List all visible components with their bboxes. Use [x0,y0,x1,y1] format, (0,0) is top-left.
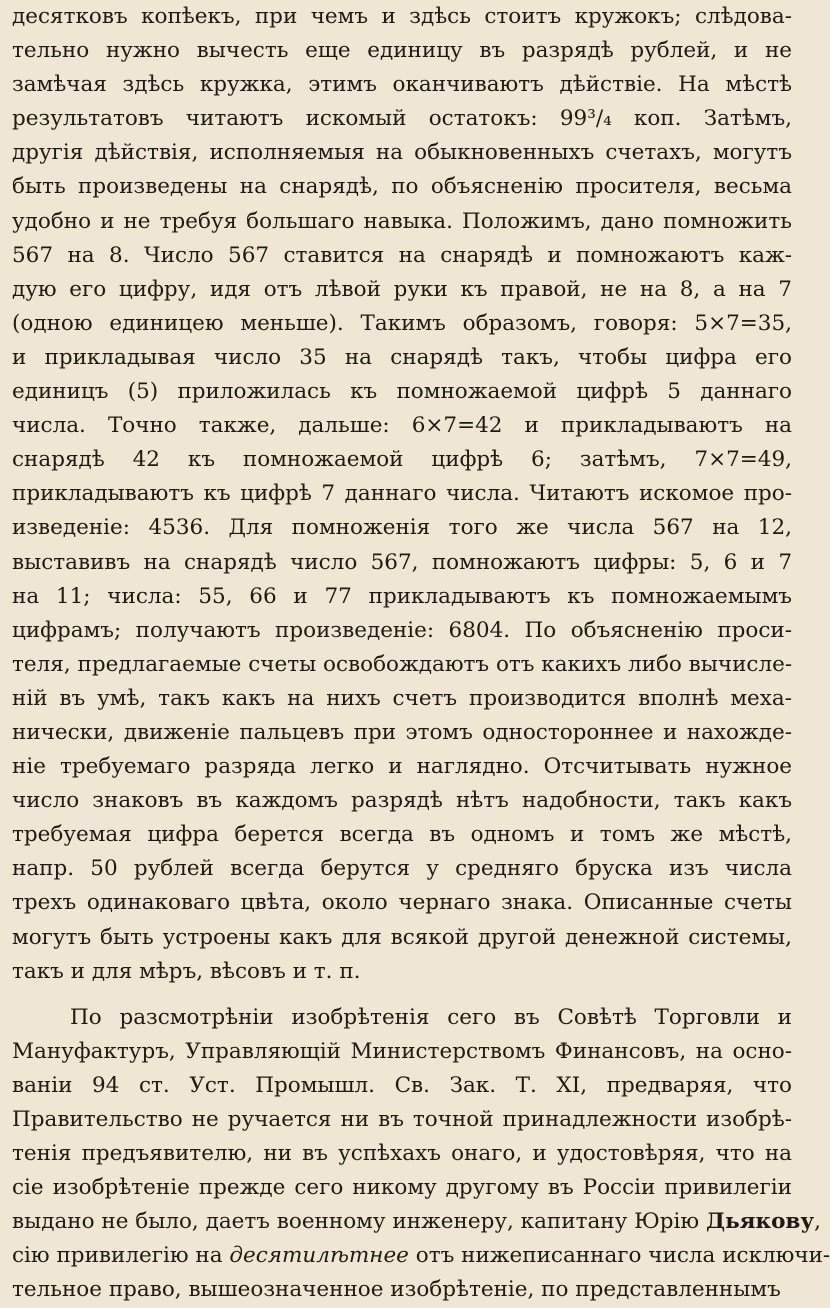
text-segment: нически, движеніе пальцевъ при этомъ одностороннее и нахожде- [12,719,792,745]
text-segment: такъ и для мѣръ, вѣсовъ и т. п. [12,958,361,984]
text-line [12,307,792,341]
text-line [12,409,792,443]
text-segment: удобно и не требуя большаго навыка. Положимъ, дано помножить [12,208,792,234]
text-line [12,477,792,511]
text-segment: и прикладывая число 35 на снарядѣ такъ, чтобы цифра его [12,344,792,370]
text-line [12,1103,792,1137]
text-segment: По разсмотрѣніи изобрѣтенія сего въ Совѣтѣ Торговли и [70,1004,792,1030]
text-segment: теля, предлагаемые счеты освобождаютъ отъ какихъ либо вычисле- [12,651,793,677]
text-line [12,1035,792,1069]
text-line [12,852,792,886]
text-segment: требуемая цифра берется всегда въ одномъ и томъ же мѣстѣ, [12,822,792,848]
text-segment: ніе требуемаго разряда легко и наглядно. Отсчитывать нужное [12,754,792,780]
text-line [12,68,792,102]
text-line [12,1069,792,1103]
text-line [12,818,792,852]
text-line [12,1001,792,1035]
text-segment: цифрамъ; получаютъ произведеніе: 6804. По объясненію проси- [12,617,792,643]
text-segment: снарядѣ 42 къ помножаемой цифрѣ 6; затѣмъ, 7×7=49, [12,447,792,473]
text-segment: число знаковъ въ каждомъ разрядѣ нѣтъ надобности, такъ какъ [12,788,792,814]
text-line [12,34,792,68]
text-segment: Правительство не ручается ни въ точной принадлежности изобрѣ- [12,1107,792,1132]
text-segment: отъ нижеписаннаго числа исключи- [408,1243,830,1269]
text-line [12,648,792,682]
text-segment: быть произведены на снарядѣ, по объясненію просителя, весьма [12,174,792,200]
text-line [12,546,792,580]
text-line [12,1137,792,1171]
text-segment: числа. Точно также, дальше: 6×7=42 и прикладываютъ на [12,413,792,439]
text-segment: десятковъ копѣекъ, при чемъ и здѣсь стоитъ кружокъ; слѣдова- [12,4,792,29]
text-segment: изведеніе: 4536. Для помноженія того же числа 567 на 12, [12,515,792,541]
text-segment: прикладываютъ къ цифрѣ 7 даннаго числа. Читаютъ искомое про- [12,481,792,507]
text-segment: тельно нужно вычесть еще единицу въ разрядѣ рублей, и не [12,38,792,64]
text-segment: выставивъ на снарядѣ число 567, помножаютъ цифры: 5, 6 и 7 [12,549,792,575]
text-segment: напр. 50 рублей всегда берутся у средняго бруска изъ числа [12,856,792,882]
text-line [12,102,792,136]
text-line [12,1205,821,1239]
text-line [12,170,792,204]
text-line [12,205,792,239]
text-line [12,273,792,307]
text-segment: ваніи 94 ст. Уст. Промышл. Св. Зак. Т. XI, предваряя, что [12,1072,792,1098]
text-line [12,341,792,375]
text-line [12,1273,792,1307]
text-line [12,239,792,273]
text-segment: замѣчая здѣсь кружка, этимъ оканчиваютъ дѣйствіе. На мѣстѣ [12,72,792,98]
text-line [12,580,792,614]
text-segment: сію привилегію на [12,1243,230,1269]
italic-text: десятилѣтнее [229,1243,409,1269]
text-segment: сіе изобрѣтеніе прежде сего никому другому въ Россіи привилегіи [12,1175,792,1201]
text-segment: ній въ умѣ, такъ какъ на нихъ счетъ производится вполнѣ меха- [12,685,792,711]
text-segment: тенія предъявителю, ни въ успѣхахъ онаго, и удостовѣряя, что на [12,1141,792,1167]
text-segment: на 11; числа: 55, 66 и 77 прикладываютъ къ помножаемымъ [12,583,792,609]
paragraph [12,0,792,989]
text-line [12,375,792,409]
text-segment: 567 на 8. Число 567 ставится на снарядѣ и помножаютъ каж- [12,242,792,268]
text-segment: результатовъ читаютъ искомый остатокъ: 99³/₄ коп. Затѣмъ, [12,106,792,132]
text-line [12,0,792,34]
text-line [12,750,792,784]
text-segment: тельное право, вышеозначенное изобрѣтеніе, по представленнымъ [12,1277,781,1303]
text-segment: выдано не было, даетъ военному инженеру, капитану Юрію [12,1209,706,1235]
text-line [12,443,792,477]
text-segment: (одною единицею меньше). Такимъ образомъ, говоря: 5×7=35, [12,310,792,336]
text-segment: другія дѣйствія, исполняемыя на обыкновенныхъ счетахъ, могутъ [12,140,792,166]
bold-text: Дьякову [705,1209,815,1235]
text-line [12,136,792,170]
text-line [12,1171,792,1205]
text-segment: единицъ (5) приложилась къ помножаемой цифрѣ 5 даннаго [12,379,792,405]
text-line [12,614,792,648]
text-line [12,1239,830,1273]
text-line [12,955,792,989]
text-segment: трехъ одинаковаго цвѣта, около чернаго знака. Описанные счеты [12,890,792,916]
text-segment: , [814,1209,821,1235]
paragraph-gap [12,989,792,1001]
text-line [12,716,792,750]
paragraph [12,1001,830,1308]
text-line [12,682,792,716]
text-line [12,886,792,920]
text-line [12,784,792,818]
text-segment: Мануфактуръ, Управляющій Министерствомъ Финансовъ, на осно- [12,1038,792,1064]
text-line [12,511,792,545]
text-segment: дую его цифру, идя отъ лѣвой руки къ правой, не на 8, а на 7 [12,276,792,302]
text-segment: могутъ быть устроены какъ для всякой другой денежной системы, [12,924,792,950]
text-line [12,921,792,955]
